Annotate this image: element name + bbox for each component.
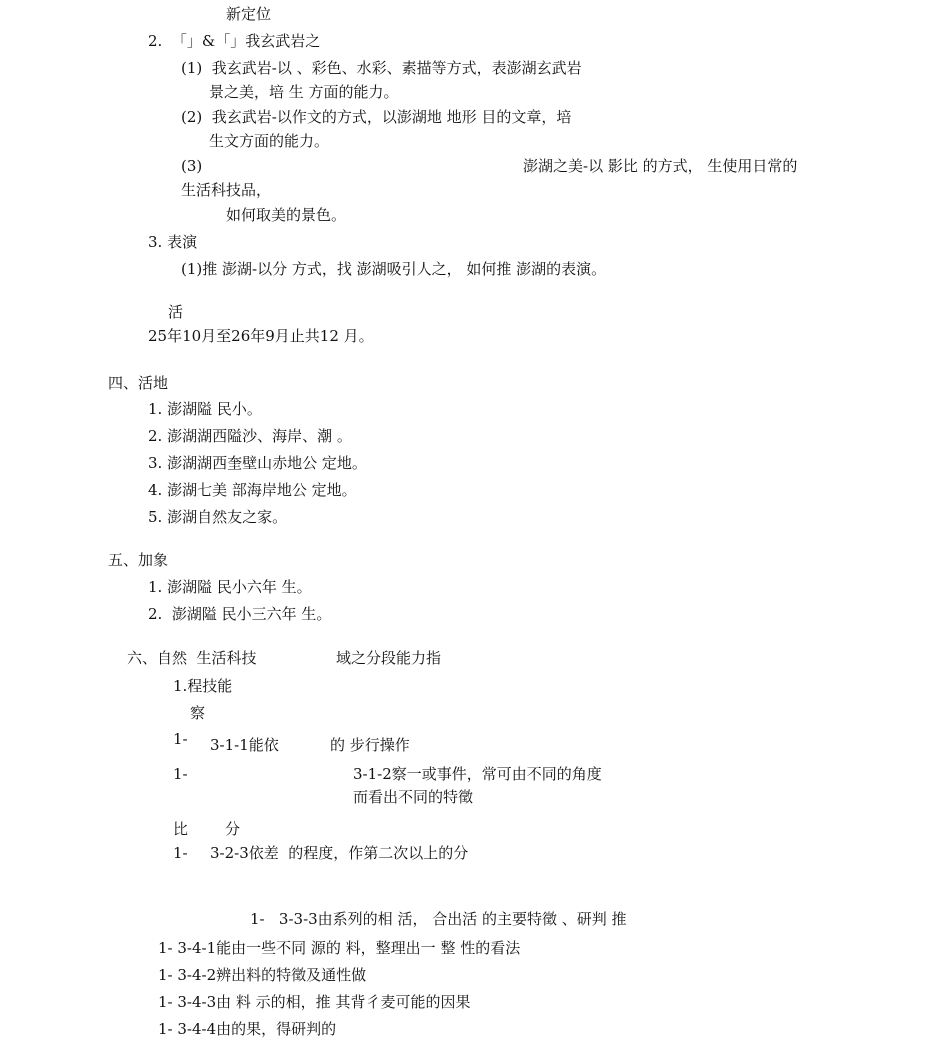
text-line: 1- 3-4-3由 料 示的相，推 其背彳麦可能的因果 [158,993,471,1011]
text-line: 新定位 [226,5,272,23]
text-line: 1- [173,844,188,862]
text-line: 3-1-1能依 [210,736,279,754]
list-item: 1. 澎湖隘 民小六年 生。 [148,578,312,596]
text-line: 3-1-2察一或事件，常可由不同的角度 [353,765,602,783]
text-line: 1.程技能 [173,677,233,695]
section-heading: 五、加象 [108,551,169,569]
text-line: (3) [181,157,203,175]
text-line: 1- 3-3-3由系列的相 活， 合出活 的主要特徵 、研判 推 [250,910,627,928]
text-line: (2) 我玄武岩-以作文的方式，以澎湖地 地形 目的文章，培 [181,108,572,126]
text-line: 生文方面的能力。 [209,132,330,150]
list-item: 4. 澎湖七美 部海岸地公 定地。 [148,481,357,499]
list-item: 1. 澎湖隘 民小。 [148,400,262,418]
text-line: 的 步行操作 [330,736,410,754]
text-line: (1)推 澎湖-以分 方式，找 澎湖吸引人之， 如何推 澎湖的表演。 [181,260,607,278]
section-heading: 四、活地 [108,374,169,392]
text-line: 1- 3-4-4由的果，得研判的 [158,1020,337,1038]
list-item: 2. 澎湖湖西隘沙、海岸、潮 。 [148,427,352,445]
section-heading: 域之分段能力指 [336,649,442,667]
text-line: 景之美，培 生 方面的能力。 [209,83,399,101]
text-line: 1- 3-4-2辨出料的特徵及通性做 [158,966,367,984]
text-line: 如何取美的景色。 [226,206,347,224]
text-line: 察 [190,704,206,722]
text-line: 25年10月至26年9月止共12 月。 [148,327,374,345]
text-line: 澎湖之美-以 影比 的方式， 生使用日常的 [523,157,798,175]
text-line: 1- [173,765,188,783]
section-heading: 六、自然 生活科技 [127,649,257,667]
text-line: 活 [168,303,184,321]
text-line: 2. 「」&「」我玄武岩之 [148,32,321,50]
list-item: 5. 澎湖自然友之家。 [148,508,288,526]
text-line: (1) 我玄武岩-以 、彩色、水彩、素描等方式，表澎湖玄武岩 [181,59,582,77]
text-line: 1- 3-4-1能由一些不同 源的 料，整理出一 整 性的看法 [158,939,521,957]
list-item: 2. 澎湖隘 民小三六年 生。 [148,605,332,623]
text-line: 而看出不同的特徵 [353,788,474,806]
list-item: 3. 澎湖湖西奎壁山赤地公 定地。 [148,454,367,472]
text-line: 比 [173,820,189,838]
text-line: 生活科技品， [181,181,272,199]
text-line: 3-2-3依差 的程度，作第二次以上的分 [210,844,469,862]
text-line: 3. 表演 [148,233,198,251]
text-line: 分 [225,820,241,838]
text-line: 1- [173,730,188,748]
